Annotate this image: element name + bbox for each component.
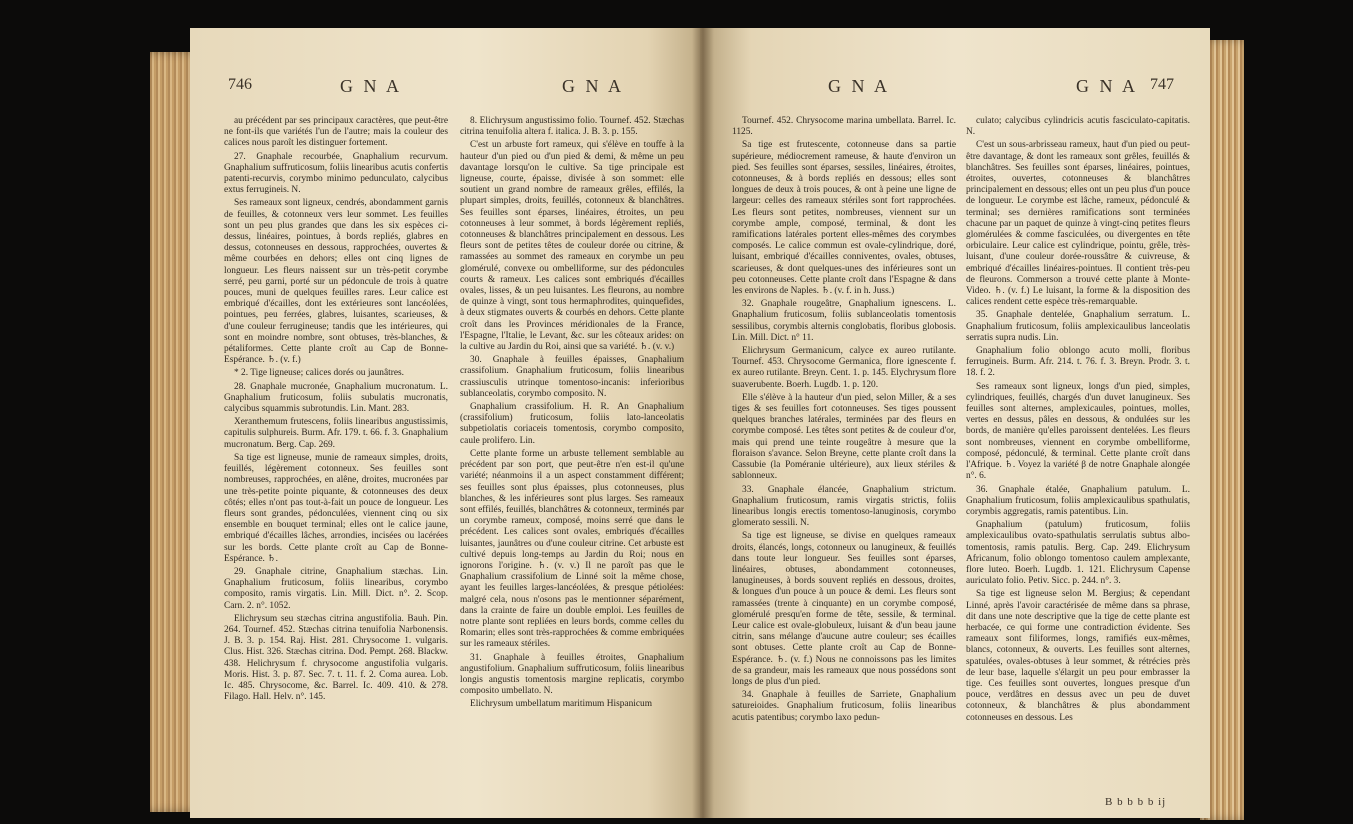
running-head-left-col: G N A	[828, 76, 891, 96]
paragraph: 29. Gnaphale citrine, Gnaphalium stæchas. Lin. Gnaphalium fruticosum, foliis linearibus, corymbo composito, ramis virgatis. Lin. Mill. Dict. n°. 2. Scop. Carn. 2. n°. 1052.	[224, 566, 448, 611]
paragraph: C'est un sous-arbrisseau rameux, haut d'un pied ou peut-être davantage, & dont les rameaux sont grêles, feuillés & blanchâtres. Ses feuilles sont éparses, linéaires, pointues, étroites, ouvertes, cotonneuses & blanchâtres principalement en dessous; elles ont un peu plus d'un pouce de longueur. Le corymbe est lâche, rameux, pédonculé & terminal; ses dernières ramifications sont terminées chacune par un paquet de quinze à vingt-cinq petites fleurs glomérulées & comme fasciculées, ou divergentes en tête orbiculaire. Leur calice est cylindrique, pointu, grêle, très-luisant, d'une couleur dorée-roussâtre & cuivreuse, & embriqué d'écailles linéaires-pointues. Il contient très-peu de fleurons. Commerson a trouvé cette plante à Monte-Video. ♄. (v. f.) Le luisant, la forme & la disposition des calices rendent cette espèce très-remarquable.	[966, 140, 1190, 308]
right-page-column-2	[966, 116, 1190, 726]
paragraph: 32. Gnaphale rougeâtre, Gnaphalium ignescens. L. Gnaphalium fruticosum, foliis sublanceolatis tomentosis sessilibus, corymbis alternis conglobatis, floribus globosis. Lin. Mill. Dict. n° 11.	[732, 299, 956, 343]
left-page-column-1	[224, 116, 448, 705]
paragraph: Gnaphalium (patulum) fruticosum, foliis amplexicaulibus ovato-spathulatis serrulatis subtus albo-tomentosis, ramis patulis. Berg. Cap. 249. Elichrysum Africanum, folio oblongo tomentoso caulem amplexante, flore luteo. Boerh. Lugdb. 1. 121. Elichrysum Capense auriculato folio. Petiv. Sicc. p. 244. n°. 3.	[966, 520, 1190, 587]
right-page	[700, 28, 1210, 818]
paragraph: Elichrysum umbellatum maritimum Hispanicum	[470, 699, 653, 710]
paragraph: C'est un arbuste fort rameux, qui s'élève en touffe à la hauteur d'un pied ou d'un pied & demi, & même un peu davantage lorsqu'on le cultive. Sa tige principale est ligneuse, courte, épaisse, divisée à son sommet: elle soutient un grand nombre de rameaux grêles, effilés, la plupart simples, droits, feuillés, cotonneux & blanchâtres. Ses feuilles sont éparses, linéaires, étroites, un peu cotonneuses à leur sommet, à bords légèrement repliés, cotonneuses & blanchâtres principalement en dessous. Les fleurs sont de petites têtes de couleur dorée ou citrine, & ramassées au sommet des rameaux en corymbe un peu glomérulé, convexe ou ombelliforme, sur des pédoncules courts & rameux. Les calices sont embriqués d'écailles ovales, lisses, & un peu luisantes. Les fleurons, au nombre de quinze à vingt, sont tous hermaphrodites, quinquefides, à deux stigmates ouverts & courbés en dehors. Cette plante croît dans les Provinces méridionales de la France, l'Espagne, l'Italie, le Levant, &c. sur les côteaux arides: on la cultive au Jardin du Roi, ainsi que sa variété. ♄. (v. v.)	[460, 140, 684, 353]
signature-mark: B b b b b ij	[1105, 796, 1167, 808]
page-number-left: 746	[228, 76, 252, 93]
paragraph: 34. Gnaphale à feuilles de Sarriete, Gnaphalium satureioides. Gnaphalium fruticosum, foliis linearibus acutis patentibus; corymbo laxo pedun-	[732, 690, 956, 723]
paragraph: Elichrysum Germanicum, calyce ex aureo rutilante. Tournef. 453. Chrysocome Germanica, flore ignescente f. ex aureo rutilante. Breyn. Cent. 1. p. 145. Elychrysum flore suaverubente. Boerh. Lugdb. 1. p. 120.	[732, 346, 956, 390]
paragraph: 33. Gnaphale élancée, Gnaphalium strictum. Gnaphalium fruticosum, ramis virgatis strictis, foliis linearibus longis erectis tomentoso-lanuginosis, corymbo glomerato sessili. N.	[732, 484, 956, 529]
paragraph: Sa tige est frutescente, cotonneuse dans sa partie supérieure, médiocrement rameuse, & haute d'environ un pied. Ses feuilles sont éparses, sessiles, linéaires, étroites, cotonneuses, & à bords repliés en dessous; elles sont longues de deux à trois pouces, & ont à peine une ligne de largeur: celles des rameaux stériles sont fort rapprochées. Les fleurs sont petites, nombreuses, viennent sur un corymbe ample, composé, terminal, & dont les ramifications latérales portent elles-mêmes des corymbes composés. Le calice commun est ovale-cylindrique, doré, luisant, embriqué d'écailles conniventes, ovales, obtuses, scarieuses, & dont quelques-unes des inférieures sont un peu cotonneuses. Cette plante croît dans l'Espagne & dans les environs de Naples. ♄. (v. f. in h. Juss.)	[732, 140, 956, 297]
paragraph: Tournef. 452. Chrysocome marina umbellata. Barrel. Ic. 1125.	[732, 116, 956, 138]
paragraph: Sa tige est ligneuse, se divise en quelques rameaux droits, élancés, longs, cotonneux ou lanugineux, & feuillés dans toute leur longueur. Ses feuilles sont éparses, linéaires, obtuses, abondamment cotonneuses, lanugineuses, à bords souvent repliés en dessous, droites, & longues d'un pouce à un pouce & demi. Les fleurs sont ramassées (trente à cinquante) en un corymbe composé, glomérulé presqu'en forme de tête, sessile, & terminal. Leur calice est ovale-globuleux, luisant & d'un beau jaune citrin, sans mélange d'aucune autre couleur; ses écailles sont obtuses. Cette plante croît au Cap de Bonne-Espérance. ♄. (v. f.) Nous ne connoissons pas les limites de sa grandeur, mais les rameaux que nous possédons sont longs de plus d'un pied.	[732, 531, 956, 687]
paragraph: Elichrysum seu stæchas citrina angustifolia. Bauh. Pin. 264. Tournef. 452. Stæchas citrina tenuifolia Narbonensis. J. B. 3. p. 154. Raj. Hist. 281. Chrysocome 1. vulgaris. Clus. Hist. 326. Stæchas citrina. Dod. Pempt. 268. Blackw. 438. Helichrysum f. chrysocome angustifolia vulgaris. Moris. Hist. 3. p. 87. Sec. 7. t. 11. f. 2. Coma aurea. Lob. Ic. 485. Chrysocome, &c. Barrel. Ic. 409. 410. & 278. Filago. Hall. Helv. n°. 145.	[224, 613, 448, 703]
left-page-column-2	[460, 116, 684, 713]
paragraph: Xeranthemum frutescens, foliis linearibus angustissimis, capitulis sulphureis. Burm. Afr. 179. t. 66. f. 3. Gnaphalium mucronatum. Berg. Cap. 269.	[224, 417, 448, 450]
paragraph: 27. Gnaphale recourbée, Gnaphalium recurvum. Gnaphalium suffruticosum, foliis linearibus acutis confertis patenti-recurvis, corymbo minimo pedunculato, calycibus extus ferrugineis. N.	[224, 151, 448, 196]
paragraph: Elle s'élève à la hauteur d'un pied, selon Miller, & a ses tiges & ses feuilles fort cotonneuses. Ses tiges poussent quelques branches latérales, terminées par des fleurs en corymbe composé. Les têtes sont petites & de couleur d'or, mais qui prend une teinte rougeâtre à mesure que la floraison s'avance. Selon Breyne, cette plante croît dans la Cassubie (la Poméranie ultérieure), aux lieux stériles & sablonneux.	[732, 392, 956, 482]
left-page	[190, 28, 710, 818]
paragraph: * 2. Tige ligneuse; calices dorés ou jaunâtres.	[234, 368, 405, 379]
right-page-column-1	[732, 116, 956, 726]
paragraph: Gnaphalium folio oblongo acuto molli, floribus ferrugineis. Burm. Afr. 214. t. 76. f. 3. Breyn. Prodr. 3. t. 18. f. 2.	[966, 346, 1190, 379]
page-number-right: 747	[1150, 76, 1174, 93]
running-head-right-col: G N A	[562, 76, 625, 96]
paragraph: au précédent par ses principaux caractères, que peut-être ne font-ils que variétés l'un de l'autre; mais la couleur des calices nous paroît les distinguer fortement.	[224, 116, 448, 149]
running-head-left-col: G N A	[340, 76, 403, 96]
paragraph: 35. Gnaphale dentelée, Gnaphalium serratum. L. Gnaphalium fruticosum, foliis amplexicaulibus lanceolatis serratis supra nudis. Lin.	[966, 310, 1190, 343]
paragraph: Gnaphalium crassifolium. H. R. An Gnaphalium (crassifolium) fruticosum, foliis lato-lanceolatis subpetiolatis coriaceis tomentosis, corymbo composito, caule prolifero. Lin.	[460, 402, 684, 446]
paragraph: 8. Elichrysum angustissimo folio. Tournef. 452. Stæchas citrina tenuifolia altera f. italica. J. B. 3. p. 155.	[460, 116, 684, 138]
paragraph: 30. Gnaphale à feuilles épaisses, Gnaphalium crassifolium. Gnaphalium fruticosum, foliis linearibus crassiusculis utrinque tomentoso-incanis: inferioribus sublanceolatis, corymbo composito. N.	[460, 355, 684, 399]
paragraph: Sa tige est ligneuse selon M. Bergius; & cependant Linné, après l'avoir caractérisée de même dans sa phrase, dit dans une note descriptive que la tige de cette plante est herbacée, ce qui forme une contradiction évidente. Ses rameaux sont filiformes, longs, ramifiés eux-mêmes, blancs, cotonneux, & ouverts. Les feuilles sont alternes, spatulées, ovales-obtuses à leur sommet, & rétrécies près de leur base, laquelle s'élargit un peu pour embrasser la tige. Ces feuilles sont ouvertes, longues presque d'un pouce, verdâtres en dessus avec un peu de duvet cotonneux, & blanchâtres & plus abondamment cotonneuses en dessous. Les	[966, 589, 1190, 723]
book-gutter	[692, 28, 714, 818]
paragraph: 31. Gnaphale à feuilles étroites, Gnaphalium angustifolium. Gnaphalium suffruticosum, foliis linearibus longis angustis tomentosis margine replicatis, corymbo composito umbellato. N.	[460, 652, 684, 697]
paragraph: culato; calycibus cylindricis acutis fasciculato-capitatis. N.	[966, 116, 1190, 138]
running-head-right-col: G N A	[1076, 76, 1139, 96]
paragraph: Ses rameaux sont ligneux, longs d'un pied, simples, cylindriques, feuillés, chargés d'un duvet lanugineux. Ses feuilles sont alternes, amplexicaules, pointues, molles, vertes en dessus, pâles en dessous, & ondulées sur les bords, de manière qu'elles paroissent dentelées. Les fleurs sont nombreuses, viennent en corymbe ombelliforme, composé, pédonculé, & terminal. Cette plante croît dans l'Afrique. ♄. Voyez la variété β de notre Gnaphale alongée n°. 6.	[966, 381, 1190, 482]
paragraph: 28. Gnaphale mucronée, Gnaphalium mucronatum. L. Gnaphalium fruticosum, foliis subulatis mucronatis, calycibus squammis subrotundis. Lin. Mant. 283.	[224, 381, 448, 415]
paragraph: 36. Gnaphale étalée, Gnaphalium patulum. L. Gnaphalium fruticosum, foliis amplexicaulibus spathulatis, corymbis aggregatis, ramis patentibus. Lin.	[966, 484, 1190, 517]
paragraph: Cette plante forme un arbuste tellement semblable au précédent par son port, que peut-être n'en est-il qu'une variété; néanmoins il a un aspect constamment différent; ses feuilles sont plus épaisses, plus cotonneuses, plus blanches, & les inférieures sont plus larges. Ses rameaux sont effilés, feuillés, blanchâtres & cotonneux, terminés par un corymbe rameux, composé, moins serré que dans le précédent. Les calices sont ovales, embriqués d'écailles luisantes, jaunâtres ou d'une couleur citrine. Cet arbuste est cultivé depuis long-temps au Jardin du Roi; nous en ignorons l'origine. ♄. (v. v.) Il ne paroît pas que le Gnaphalium crassifolium de Linné soit la même chose, ayant les feuilles larges-lancéolées, & presque pétiolées: malgré cela, nous n'osons pas le mentionner séparément, dans la crainte de faire un double emploi. Les feuilles de notre plante sont repliées en leurs bords, comme celles du Romarin; elles sont très-rapprochées & comme embriquées sur les rameaux stériles.	[460, 448, 684, 650]
paragraph: Ses rameaux sont ligneux, cendrés, abondamment garnis de feuilles, & cotonneux vers leur sommet. Les feuilles sont un peu plus grandes que dans les six espèces ci-dessus, linéaires, pointues, à bords repliés, glabres en dessus, cotonneuses en dessous, rapprochées, ouvertes & même courbées en dehors; elles ont cinq lignes de longueur. Les fleurs naissent sur un très-petit corymbe serré, peu garni, porté sur un pédoncule de trois à quatre pouces, muni de quelques feuilles rares. Leur calice est embriqué d'écailles, dont les extérieures sont lancéolées, pointues, peu ferrées, glabres, luisantes, scarieuses, & d'une couleur ferrugineuse; tandis que les intérieures, qui sont en moindre nombre, sont obtuses, très-blanches, & pétaliformes. Cette plante croît au Cap de Bonne-Espérance. ♄. (v. f.)	[224, 198, 448, 366]
paragraph: Sa tige est ligneuse, munie de rameaux simples, droits, feuillés, légèrement cotonneux. Ses feuilles sont nombreuses, rapprochées, en alêne, droites, mucronées par une très-petite pointe piquante, & cotonneuses des deux côtés; elles n'ont pas tout-à-fait un pouce de longueur. Les fleurs sont grandes, pédonculées, viennent cinq ou six ensemble en bouquet terminal; elles ont le calice jaune, embriqué d'écailles lâches, arrondies, incisées ou lacérées sur les bords. Cette plante croît au Cap de Bonne-Espérance. ♄.	[224, 452, 448, 564]
